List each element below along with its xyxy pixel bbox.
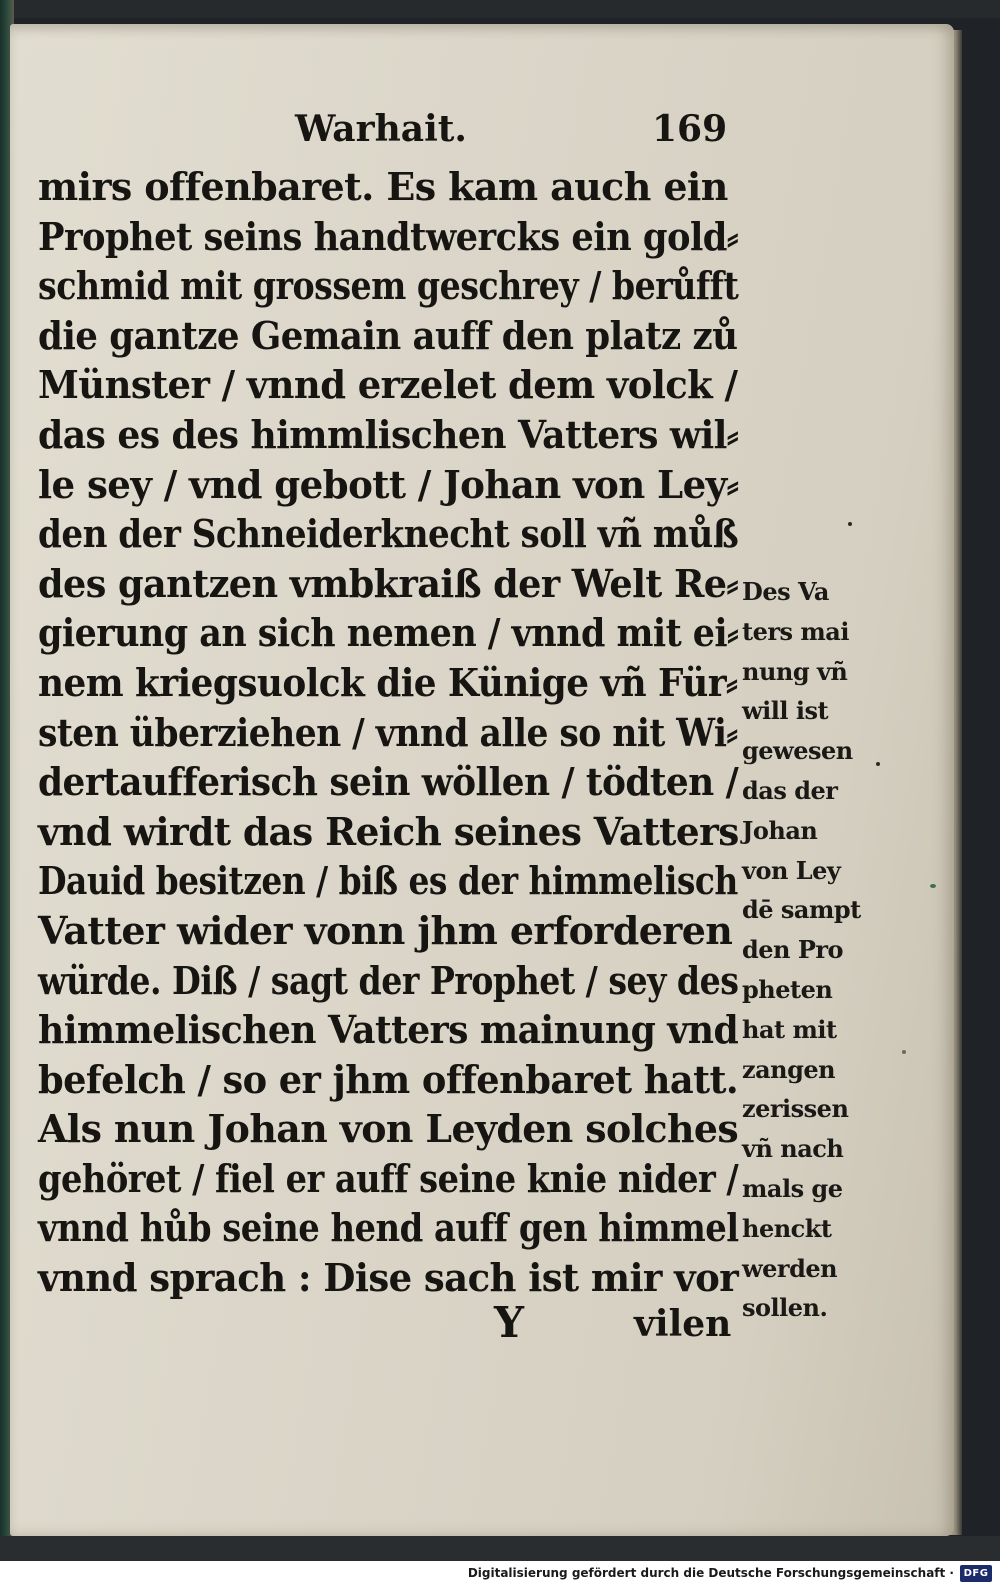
- text-line: Prophet seins handtwercks ein gold⸗: [38, 213, 739, 259]
- footer-bar: [0, 1561, 1000, 1587]
- marginal-line: sollen.: [742, 1293, 828, 1323]
- text-line: das es des himmlischen Vatters wil⸗: [38, 411, 739, 457]
- paper-speck: [930, 884, 936, 888]
- text-line: gehöret / fiel er auff seine knie nider /: [38, 1155, 739, 1201]
- text-line: befelch / so er jhm offenbaret hatt.: [38, 1056, 739, 1102]
- text-line: Münster / vnnd erzelet dem volck /: [38, 362, 738, 408]
- marginal-line: hat mit: [742, 1014, 837, 1044]
- marginal-line: zerissen: [742, 1094, 849, 1124]
- text-line: vnnd hůb seine hend auff gen himmel: [38, 1205, 739, 1251]
- catchword: vilen: [634, 1303, 732, 1345]
- text-line: Als nun Johan von Leyden solches: [38, 1106, 739, 1152]
- running-head: Warhait.: [295, 108, 467, 150]
- funding-caption: Digitalisierung gefördert durch die Deutsche Forschungsgemeinschaft ·: [467, 1566, 954, 1580]
- marginal-line: nung vñ: [742, 656, 848, 686]
- marginal-line: will ist: [742, 696, 829, 726]
- marginal-line: das der: [742, 775, 838, 805]
- main-text-block: [38, 162, 738, 1303]
- marginal-line: vñ nach: [742, 1134, 844, 1164]
- marginal-line: den Pro: [742, 935, 844, 965]
- text-line: würde. Diß / sagt der Prophet / sey des: [38, 957, 739, 1003]
- text-line: des gantzen vmbkraiß der Welt Re⸗: [38, 560, 739, 606]
- text-line: den der Schneiderknecht soll vñ můß: [38, 511, 739, 557]
- dfg-logo: DFG: [960, 1565, 992, 1582]
- text-line: dertaufferisch sein wöllen / tödten /: [38, 759, 739, 805]
- text-line: gierung an sich nemen / vnnd mit ei⸗: [38, 610, 739, 656]
- text-line: die gantze Gemain auff den platz zů: [38, 312, 738, 358]
- paper-speck: [876, 762, 880, 766]
- marginal-line: von Ley: [742, 855, 841, 885]
- marginal-line: dē sampt: [742, 895, 861, 925]
- text-line: vnd wirdt das Reich seines Vatters: [38, 808, 739, 854]
- text-line: himmelischen Vatters mainung vnd: [38, 1007, 739, 1053]
- marginal-line: zangen: [742, 1054, 836, 1084]
- marginal-line: Johan: [742, 815, 818, 845]
- marginal-line: henckt: [742, 1213, 832, 1243]
- text-line: Dauid besitzen / biß es der himmelisch: [38, 858, 738, 904]
- marginal-line: werden: [742, 1253, 838, 1283]
- signature-mark: Y: [494, 1298, 524, 1347]
- marginal-note: [742, 572, 872, 1328]
- marginal-line: mals ge: [742, 1173, 843, 1203]
- paper-speck: [848, 522, 852, 526]
- text-line: nem kriegsuolck die Künige vñ Für⸗: [38, 659, 738, 705]
- text-line: sten überziehen / vnnd alle so nit Wi⸗: [38, 709, 738, 755]
- text-line: mirs offenbaret. Es kam auch ein: [38, 164, 728, 209]
- text-line: le sey / vnd gebott / Johan von Ley⸗: [38, 461, 739, 507]
- paper-speck: [902, 1050, 906, 1054]
- page-number: 169: [652, 108, 728, 150]
- text-line: schmid mit grossem geschrey / berůfft: [38, 263, 739, 309]
- marginal-line: pheten: [742, 974, 833, 1004]
- marginal-line: ters mai: [742, 616, 849, 646]
- marginal-line: gewesen: [742, 736, 853, 766]
- marginal-line: Des Va: [742, 577, 829, 606]
- scan-background-bottom: [0, 1536, 1000, 1561]
- text-line: Vatter wider vonn jhm erforderen: [38, 907, 733, 953]
- text-line: vnnd sprach : Dise sach ist mir vor: [38, 1255, 739, 1301]
- scan-background-top: [0, 0, 1000, 18]
